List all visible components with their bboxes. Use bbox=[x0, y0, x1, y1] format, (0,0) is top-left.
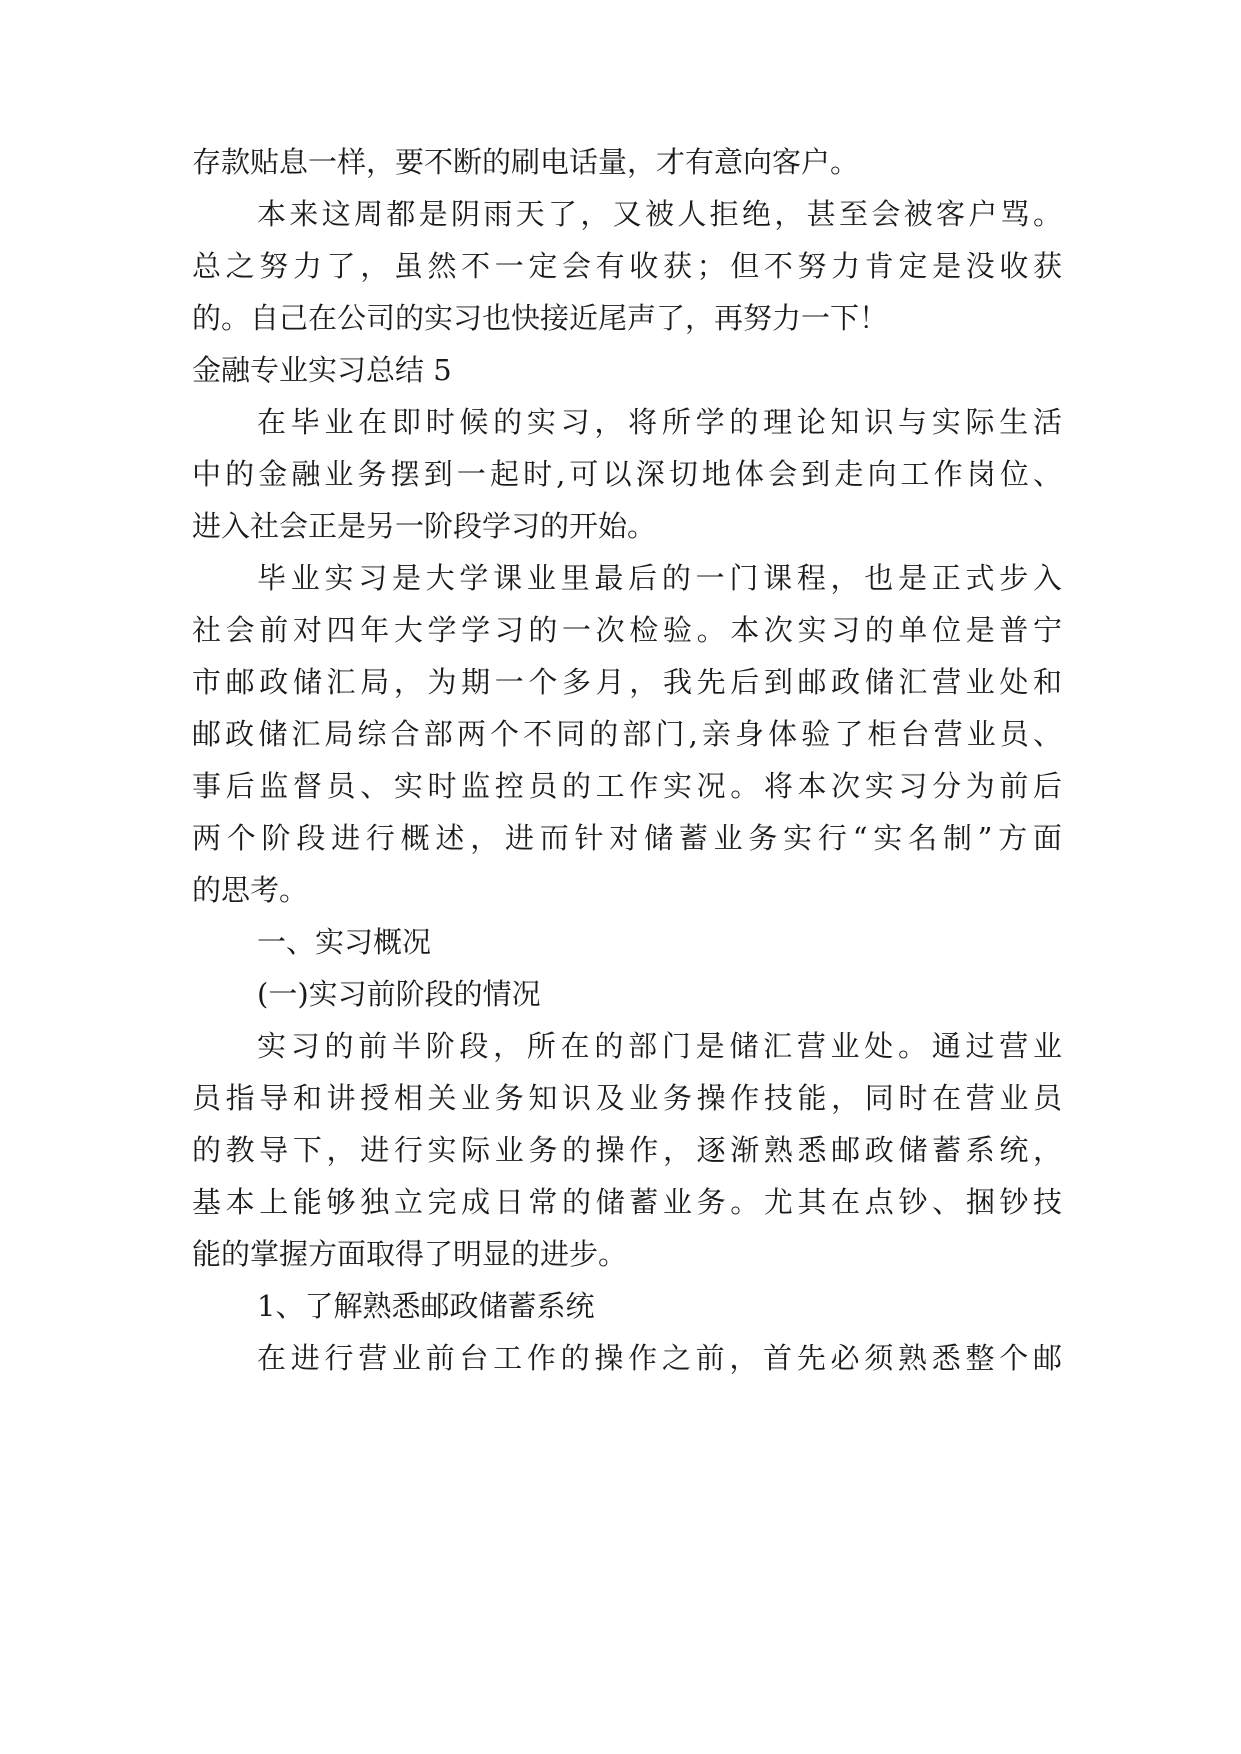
body-text-line: 本来这周都是阴雨天了，又被人拒绝，甚至会被客户骂。 bbox=[257, 197, 1062, 231]
body-text-line: 的思考。 bbox=[192, 873, 309, 907]
body-text-line: 总之努力了，虽然不一定会有收获；但不努力肯定是没收获 bbox=[192, 249, 1062, 283]
body-text-line: 能的掌握方面取得了明显的进步。 bbox=[192, 1237, 628, 1271]
subsection-heading: 一、实习概况 bbox=[257, 925, 432, 959]
body-text-line: 基本上能够独立完成日常的储蓄业务。尤其在点钞、捆钞技 bbox=[192, 1185, 1062, 1219]
body-text-line: 的教导下，进行实际业务的操作，逐渐熟悉邮政储蓄系统， bbox=[192, 1133, 1062, 1167]
body-text-line: 在毕业在即时候的实习，将所学的理论知识与实际生活 bbox=[257, 405, 1062, 439]
body-text-line: 事后监督员、实时监控员的工作实况。将本次实习分为前后 bbox=[192, 769, 1062, 803]
body-text-line: 两个阶段进行概述，进而针对储蓄业务实行“实名制”方面 bbox=[192, 821, 1062, 855]
body-text-line: 邮政储汇局综合部两个不同的部门,亲身体验了柜台营业员、 bbox=[192, 717, 1062, 751]
body-text-line: 进入社会正是另一阶段学习的开始。 bbox=[192, 509, 657, 543]
body-text-line: 实习的前半阶段，所在的部门是储汇营业处。通过营业 bbox=[257, 1029, 1062, 1063]
body-text-line: 市邮政储汇局，为期一个多月，我先后到邮政储汇营业处和 bbox=[192, 665, 1062, 699]
body-text-line: 员指导和讲授相关业务知识及业务操作技能，同时在营业员 bbox=[192, 1081, 1062, 1115]
body-text-line: 在进行营业前台工作的操作之前，首先必须熟悉整个邮 bbox=[257, 1341, 1062, 1375]
body-text-line: 的。自己在公司的实习也快接近尾声了，再努力一下！ bbox=[192, 301, 889, 335]
body-text-line: 存款贴息一样，要不断的刷电话量，才有意向客户。 bbox=[192, 145, 860, 179]
subsection-heading: (一)实习前阶段的情况 bbox=[257, 977, 541, 1011]
body-text-line: 中的金融业务摆到一起时,可以深切地体会到走向工作岗位、 bbox=[192, 457, 1062, 491]
body-text-line: 社会前对四年大学学习的一次检验。本次实习的单位是普宁 bbox=[192, 613, 1062, 647]
section-heading: 金融专业实习总结 5 bbox=[192, 353, 452, 387]
subsection-heading: 1、了解熟悉邮政储蓄系统 bbox=[257, 1289, 595, 1323]
body-text-line: 毕业实习是大学课业里最后的一门课程，也是正式步入 bbox=[257, 561, 1062, 595]
